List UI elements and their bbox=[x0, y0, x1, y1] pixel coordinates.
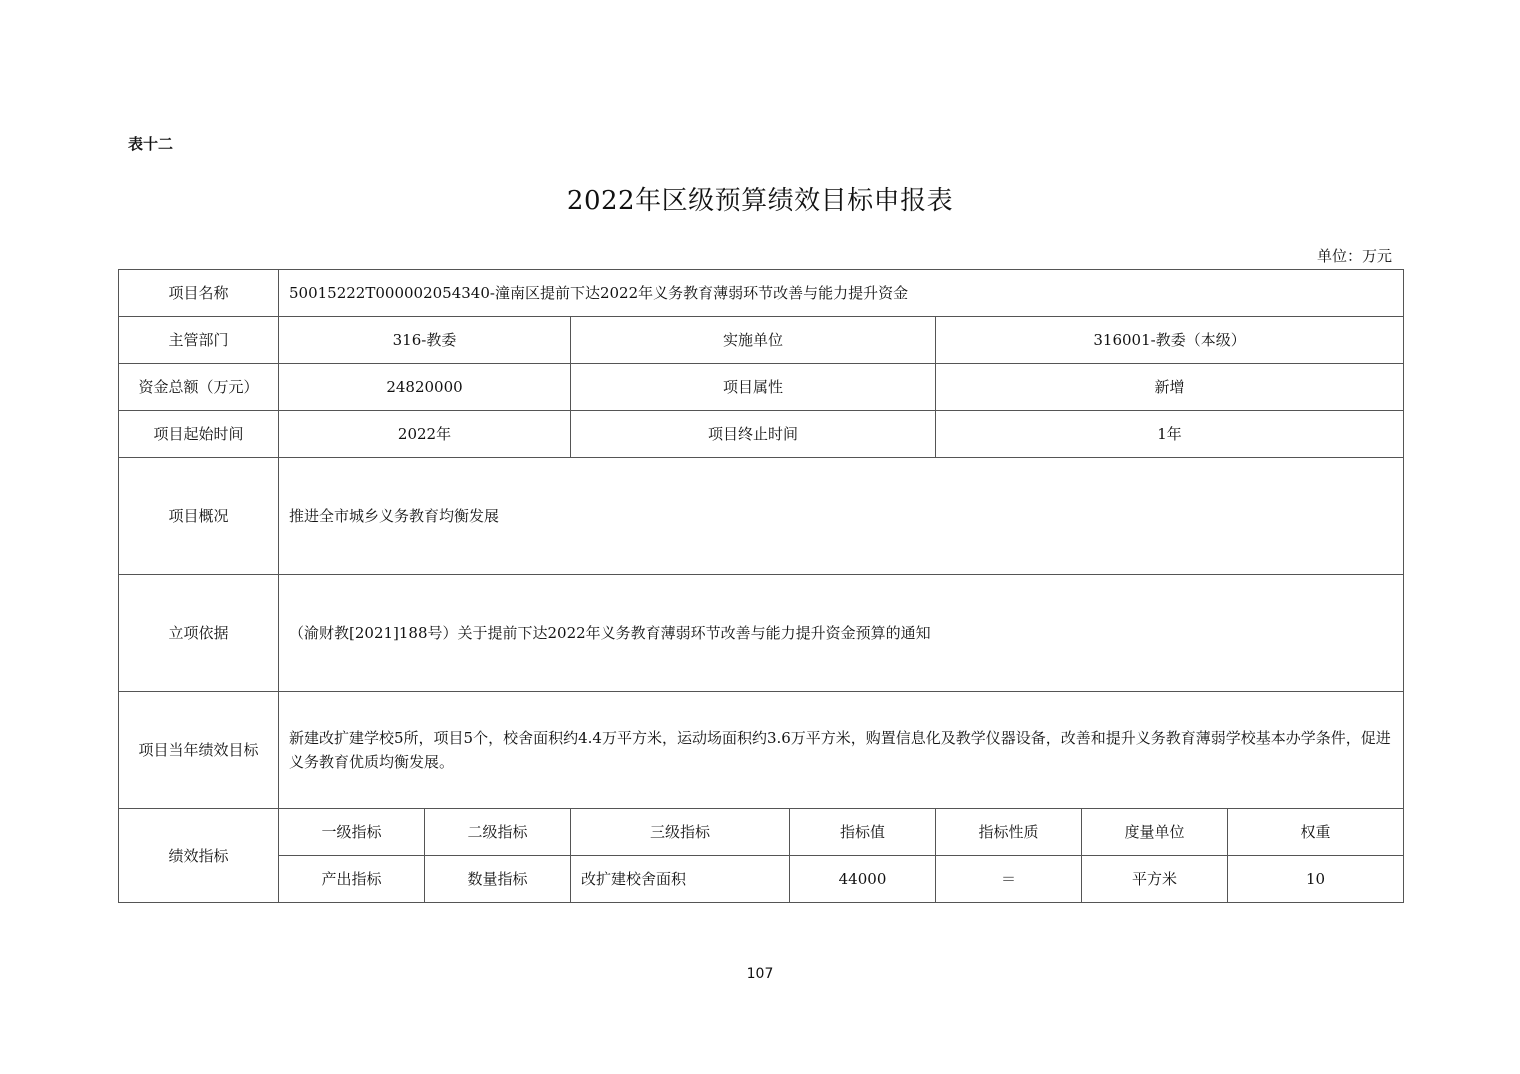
indicators-label: 绩效指标 bbox=[119, 809, 279, 903]
indicator-cell: 44000 bbox=[790, 856, 936, 903]
page-title: 2022年区级预算绩效目标申报表 bbox=[566, 186, 954, 216]
indicator-header-cell: 权重 bbox=[1228, 809, 1404, 856]
basis-value: （渝财教[2021]188号）关于提前下达2022年义务教育薄弱环节改善与能力提升资金预算的通知 bbox=[279, 575, 1404, 692]
impl-unit-label: 实施单位 bbox=[571, 317, 936, 364]
basis-label: 立项依据 bbox=[119, 575, 279, 692]
impl-unit-value: 316001-教委（本级） bbox=[936, 317, 1404, 364]
dept-label: 主管部门 bbox=[119, 317, 279, 364]
row-project-name bbox=[119, 270, 1404, 317]
start-time-value: 2022年 bbox=[279, 411, 571, 458]
page-number: 107 bbox=[746, 966, 774, 982]
indicator-cell: 数量指标 bbox=[425, 856, 571, 903]
attribute-label: 项目属性 bbox=[571, 364, 936, 411]
indicator-cell: 平方米 bbox=[1082, 856, 1228, 903]
end-time-value: 1年 bbox=[936, 411, 1404, 458]
indicator-header-cell: 二级指标 bbox=[425, 809, 571, 856]
indicator-header-cell: 三级指标 bbox=[571, 809, 790, 856]
budget-form-table bbox=[118, 269, 1404, 903]
indicator-header-cell: 一级指标 bbox=[279, 809, 425, 856]
total-fund-value: 24820000 bbox=[279, 364, 571, 411]
overview-value: 推进全市城乡义务教育均衡发展 bbox=[279, 458, 1404, 575]
indicator-header-cell: 指标值 bbox=[790, 809, 936, 856]
indicator-cell: ＝ bbox=[936, 856, 1082, 903]
dept-value: 316-教委 bbox=[279, 317, 571, 364]
project-name-label: 项目名称 bbox=[119, 270, 279, 317]
total-fund-label: 资金总额（万元） bbox=[119, 364, 279, 411]
indicator-cell: 改扩建校舍面积 bbox=[571, 856, 790, 903]
project-name-value: 50015222T000002054340-潼南区提前下达2022年义务教育薄弱环节改善与能力提升资金 bbox=[279, 270, 1404, 317]
start-time-label: 项目起始时间 bbox=[119, 411, 279, 458]
row-total-fund bbox=[119, 364, 1404, 411]
goal-label: 项目当年绩效目标 bbox=[119, 692, 279, 809]
row-time bbox=[119, 411, 1404, 458]
indicator-header-cell: 度量单位 bbox=[1082, 809, 1228, 856]
indicator-cell: 产出指标 bbox=[279, 856, 425, 903]
end-time-label: 项目终止时间 bbox=[571, 411, 936, 458]
indicator-cell: 10 bbox=[1228, 856, 1404, 903]
row-basis bbox=[119, 575, 1404, 692]
goal-value: 新建改扩建学校5所，项目5个，校舍面积约4.4万平方米，运动场面积约3.6万平方米，购置信息化及教学仪器设备，改善和提升义务教育薄弱学校基本办学条件，促进义务教育优质均衡发展。 bbox=[279, 692, 1404, 809]
overview-label: 项目概况 bbox=[119, 458, 279, 575]
indicator-header-cell: 指标性质 bbox=[936, 809, 1082, 856]
row-overview bbox=[119, 458, 1404, 575]
row-goal bbox=[119, 692, 1404, 809]
attribute-value: 新增 bbox=[936, 364, 1404, 411]
indicator-header-row bbox=[119, 809, 1404, 856]
table-label: 表十二 bbox=[128, 135, 174, 153]
unit-label: 单位：万元 bbox=[1316, 247, 1392, 265]
row-department bbox=[119, 317, 1404, 364]
table-row bbox=[119, 856, 1404, 903]
